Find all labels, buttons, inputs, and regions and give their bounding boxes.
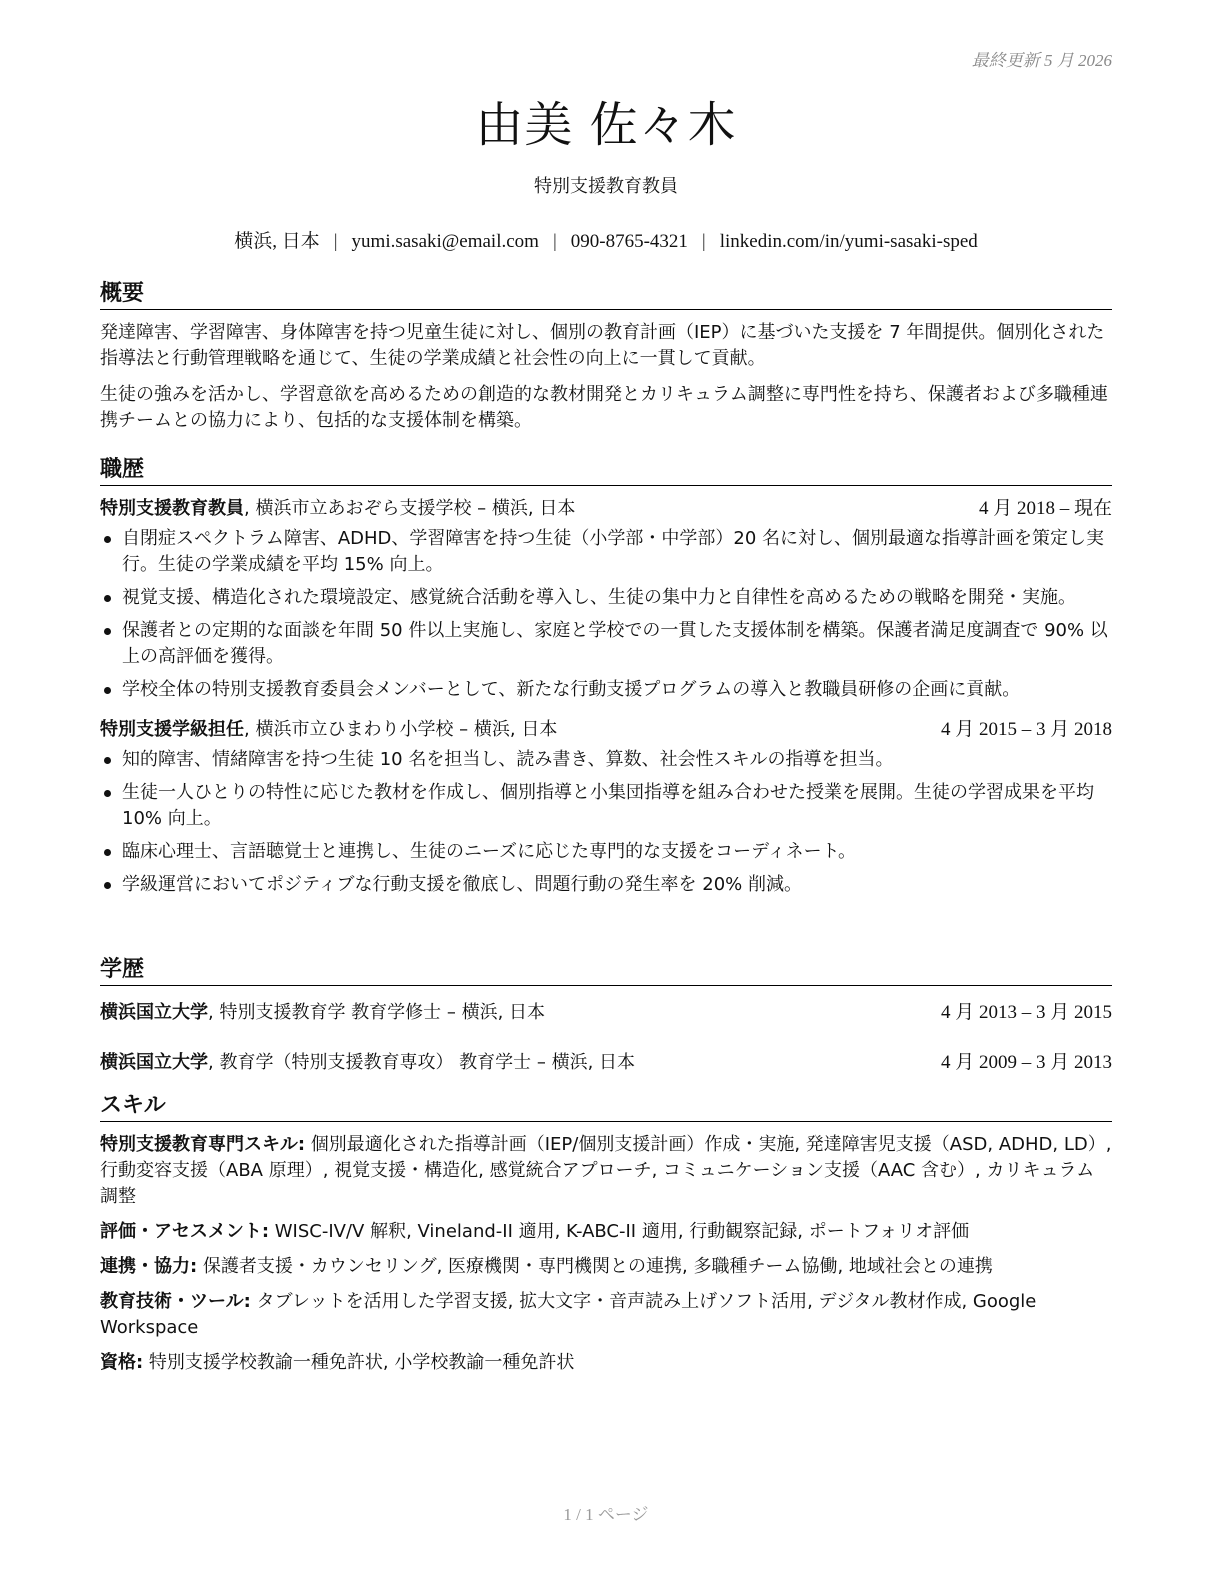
last-updated: 最終更新 5 月 2026 <box>971 51 1112 70</box>
summary-paragraph: 発達障害、学習障害、身体障害を持つ児童生徒に対し、個別の教育計画（IEP）に基づいた支援を 7 年間提供。個別化された指導法と行動管理戦略を通じて、生徒の学業成績と社会性の向上に一貫して貢献。 <box>100 322 1105 369</box>
list-item: 保護者との定期的な面談を年間 50 件以上実施し、家庭と学校での一貫した支援体制を構築。保護者満足度調査で 90% 以上の高評価を獲得。 <box>100 618 1112 670</box>
education-section <box>100 952 1112 1076</box>
section-heading-education: 学歴 <box>100 952 1112 986</box>
summary-section <box>100 276 1112 444</box>
skill-line <box>100 1350 1112 1376</box>
list-item: 視覚支援、構造化された環境設定、感覚統合活動を導入し、生徒の集中力と自律性を高めるための戦略を開発・実施。 <box>100 585 1112 611</box>
list-item: 学校全体の特別支援教育委員会メンバーとして、新たな行動支援プログラムの導入と教職員研修の企画に貢献。 <box>100 677 1112 703</box>
section-heading-summary: 概要 <box>100 276 1112 310</box>
school-name: 横浜国立大学 <box>100 1052 208 1073</box>
job-bullets <box>100 747 1112 898</box>
job-role: 特別支援教育教員 <box>100 498 244 519</box>
skill-text: 個別最適化された指導計画（IEP/個別支援計画）作成・実施, 発達障害児支援（ASD, ADHD, LD）, 行動変容支援（ABA 原理）, 視覚支援・構造化, 感覚統合アプローチ, コミュニケーション支援（AAC 含む）, カリキュラム調整 <box>100 1134 1112 1207</box>
job-entry <box>100 717 1112 898</box>
skill-text: タブレットを活用した学習支援, 拡大文字・音声読み上げソフト活用, デジタル教材作成, Google Workspace <box>100 1291 1037 1338</box>
summary-paragraph: 生徒の強みを活かし、学習意欲を高めるための創造的な教材開発とカリキュラム調整に専門性を持ち、保護者および多職種連携チームとの協力により、包括的な支援体制を構築。 <box>100 384 1108 431</box>
section-heading-skills: スキル <box>100 1088 1112 1122</box>
contact-separator: | <box>333 231 338 252</box>
job-org: , 横浜市立あおぞら支援学校 – 横浜, 日本 <box>244 498 576 519</box>
page-number: 1 / 1 ページ <box>563 1505 649 1524</box>
contact-separator: | <box>552 231 557 252</box>
candidate-name: 由美 佐々木 <box>475 97 737 153</box>
job-header <box>100 717 1112 743</box>
job-title: 特別支援教育教員 <box>534 176 678 197</box>
list-item: 生徒一人ひとりの特性に応じた教材を作成し、個別指導と小集団指導を組み合わせた授業を展開。生徒の学習成果を平均 10% 向上。 <box>100 780 1112 832</box>
resume-page <box>100 0 1112 1584</box>
skill-label: 教育技術・ツール: <box>100 1291 251 1312</box>
experience-section <box>100 452 1112 905</box>
skill-line <box>100 1289 1112 1341</box>
skill-label: 資格: <box>100 1352 144 1373</box>
job-bullets <box>100 526 1112 703</box>
list-item: 臨床心理士、言語聴覚士と連携し、生徒のニーズに応じた専門的な支援をコーディネート。 <box>100 839 1112 865</box>
skill-line <box>100 1132 1112 1210</box>
education-dates: 4 月 2009 – 3 月 2013 <box>940 1052 1112 1073</box>
skills-section <box>100 1088 1112 1385</box>
job-dates: 4 月 2018 – 現在 <box>978 498 1112 519</box>
skill-label: 評価・アセスメント: <box>100 1221 270 1242</box>
skill-label: 特別支援教育専門スキル: <box>100 1134 306 1155</box>
contact-phone[interactable]: 090-8765-4321 <box>570 231 688 252</box>
skill-text: 保護者支援・カウンセリング, 医療機関・専門機関との連携, 多職種チーム協働, 地域社会との連携 <box>197 1256 993 1277</box>
job-header <box>100 496 1112 522</box>
list-item: 知的障害、情緒障害を持つ生徒 10 名を担当し、読み書き、算数、社会性スキルの指導を担当。 <box>100 747 1112 773</box>
section-heading-experience: 職歴 <box>100 452 1112 486</box>
job-dates: 4 月 2015 – 3 月 2018 <box>940 719 1112 740</box>
skill-text: WISC-IV/V 解釈, Vineland-II 適用, K-ABC-II 適用, 行動観察記録, ポートフォリオ評価 <box>269 1221 970 1242</box>
skill-line <box>100 1254 1112 1280</box>
education-dates: 4 月 2013 – 3 月 2015 <box>940 1002 1112 1023</box>
education-entry <box>100 1000 1112 1026</box>
contact-separator: | <box>701 231 706 252</box>
skill-text: 特別支援学校教諭一種免許状, 小学校教諭一種免許状 <box>143 1352 575 1373</box>
contact-location: 横浜, 日本 <box>234 231 320 252</box>
job-role: 特別支援学級担任 <box>100 719 244 740</box>
job-org: , 横浜市立ひまわり小学校 – 横浜, 日本 <box>244 719 558 740</box>
list-item: 学級運営においてポジティブな行動支援を徹底し、問題行動の発生率を 20% 削減。 <box>100 872 1112 898</box>
job-entry <box>100 496 1112 703</box>
skill-line <box>100 1219 1112 1245</box>
contact-linkedin[interactable]: linkedin.com/in/yumi-sasaki-sped <box>719 231 978 252</box>
skill-label: 連携・協力: <box>100 1256 198 1277</box>
degree-detail: , 教育学（特別支援教育専攻） 教育学士 – 横浜, 日本 <box>208 1052 636 1073</box>
contact-line <box>100 226 1112 253</box>
school-name: 横浜国立大学 <box>100 1002 208 1023</box>
education-entry <box>100 1050 1112 1076</box>
contact-email[interactable]: yumi.sasaki@email.com <box>351 231 539 252</box>
degree-detail: , 特別支援教育学 教育学修士 – 横浜, 日本 <box>208 1002 546 1023</box>
list-item: 自閉症スペクトラム障害、ADHD、学習障害を持つ生徒（小学部・中学部）20 名に対し、個別最適な指導計画を策定し実行。生徒の学業成績を平均 15% 向上。 <box>100 526 1112 578</box>
